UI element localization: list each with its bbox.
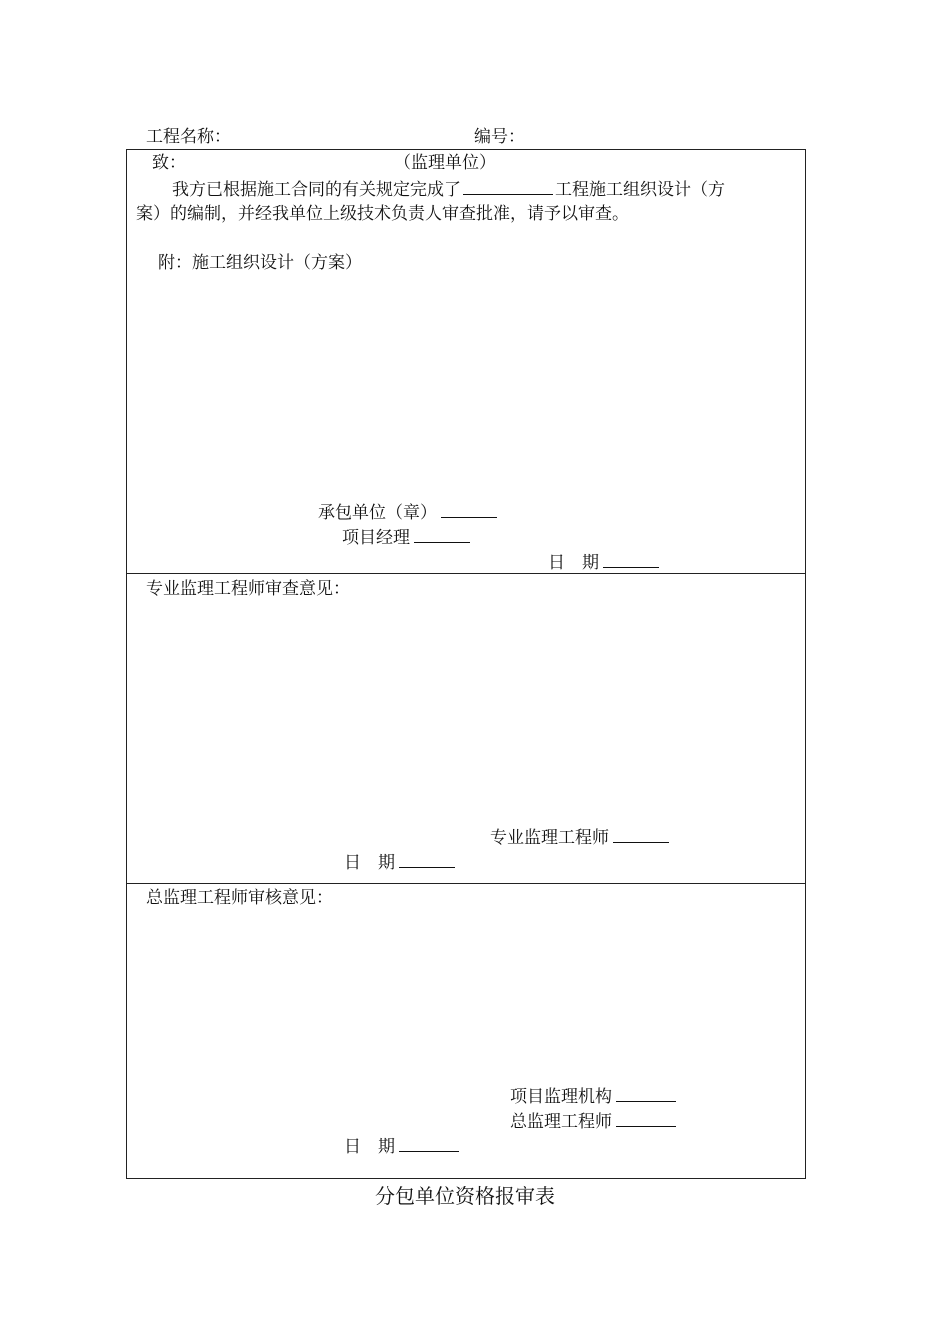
supervisor-unit: （监理单位） bbox=[394, 153, 496, 173]
project-name-label: 工程名称： bbox=[146, 127, 231, 147]
specialist-engineer-blank[interactable] bbox=[613, 826, 669, 843]
date-label: 日 期 bbox=[344, 1137, 395, 1157]
supervision-org-signature bbox=[510, 1085, 676, 1108]
submission-line-1 bbox=[172, 178, 725, 201]
submission-date bbox=[548, 551, 659, 574]
date-blank[interactable] bbox=[399, 1135, 459, 1152]
specialist-engineer-label: 专业监理工程师 bbox=[490, 828, 609, 848]
project-manager-label: 项目经理 bbox=[342, 528, 410, 548]
chief-review-heading: 总监理工程师审核意见： bbox=[146, 888, 333, 908]
review-form bbox=[126, 149, 806, 1179]
project-manager-blank[interactable] bbox=[414, 526, 470, 543]
date-label: 日 期 bbox=[344, 853, 395, 873]
date-blank[interactable] bbox=[603, 551, 659, 568]
specialist-review-heading: 专业监理工程师审查意见： bbox=[146, 579, 350, 599]
contractor-signature bbox=[318, 501, 497, 524]
submission-line-2: 案）的编制，并经我单位上级技术负责人审查批准，请予以审查。 bbox=[136, 204, 629, 224]
chief-engineer-label: 总监理工程师 bbox=[510, 1112, 612, 1132]
attachment-text: 附：施工组织设计（方案） bbox=[158, 253, 362, 273]
supervision-org-blank[interactable] bbox=[616, 1085, 676, 1102]
contractor-label: 承包单位（章） bbox=[318, 503, 437, 523]
to-label: 致： bbox=[152, 153, 186, 173]
specialist-engineer-signature bbox=[490, 826, 669, 849]
specialist-review-date bbox=[344, 851, 455, 874]
page-title: 分包单位资格报审表 bbox=[375, 1184, 555, 1208]
section-divider bbox=[127, 573, 805, 574]
date-blank[interactable] bbox=[399, 851, 455, 868]
contractor-blank[interactable] bbox=[441, 501, 497, 518]
chief-engineer-signature bbox=[510, 1110, 676, 1133]
supervision-org-label: 项目监理机构 bbox=[510, 1087, 612, 1107]
section-divider bbox=[127, 883, 805, 884]
number-label: 编号： bbox=[474, 127, 525, 147]
chief-engineer-blank[interactable] bbox=[616, 1110, 676, 1127]
project-manager-signature bbox=[342, 526, 470, 549]
project-blank[interactable] bbox=[463, 178, 553, 195]
line1-suffix: 工程施工组织设计（方 bbox=[555, 180, 725, 200]
line1-prefix: 我方已根据施工合同的有关规定完成了 bbox=[172, 180, 461, 200]
chief-review-date bbox=[344, 1135, 459, 1158]
date-label: 日 期 bbox=[548, 553, 599, 573]
